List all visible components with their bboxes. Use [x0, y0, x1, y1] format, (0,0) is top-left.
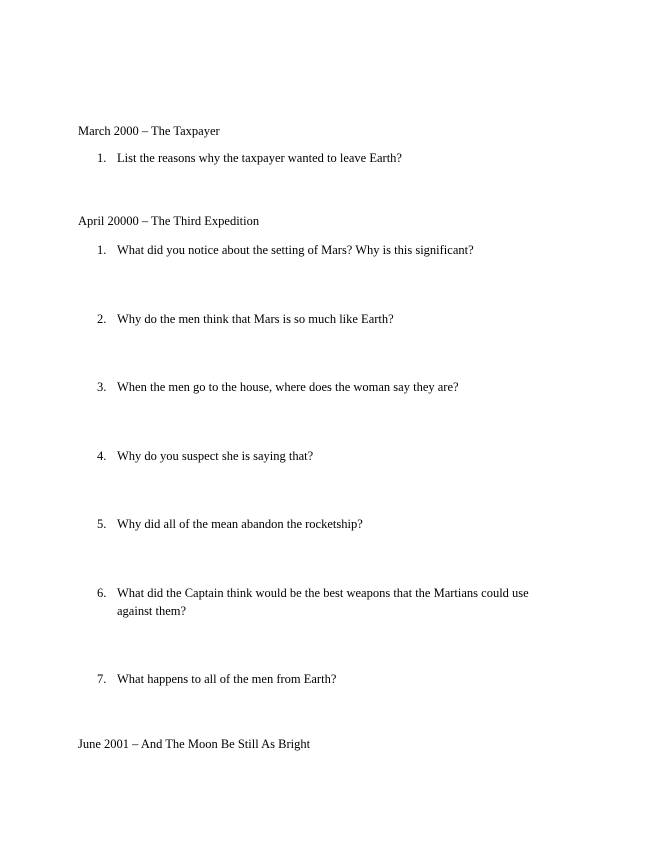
question-item — [97, 447, 567, 465]
question-number: 6. — [97, 586, 107, 600]
question-text: Why did all of the mean abandon the rocketship? — [117, 517, 363, 531]
question-text: What did the Captain think would be the best weapons that the Martians could use against them? — [117, 586, 529, 618]
question-number: 4. — [97, 449, 107, 463]
section-heading-moon-bright: June 2001 – And The Moon Be Still As Bright — [78, 737, 311, 751]
question-text: List the reasons why the taxpayer wanted to leave Earth? — [117, 151, 402, 165]
question-number: 1. — [97, 243, 107, 257]
question-number: 5. — [97, 517, 107, 531]
question-item — [97, 310, 567, 328]
question-number: 2. — [97, 312, 107, 326]
question-text: Why do the men think that Mars is so much like Earth? — [117, 312, 394, 326]
question-item — [97, 149, 567, 167]
section-heading-third-expedition: April 20000 – The Third Expedition — [78, 214, 260, 228]
question-text: When the men go to the house, where does the woman say they are? — [117, 380, 459, 394]
question-item — [97, 378, 567, 396]
question-item — [97, 515, 567, 533]
question-item — [97, 241, 567, 259]
question-item — [97, 584, 567, 620]
question-item — [97, 670, 567, 688]
question-text: Why do you suspect she is saying that? — [117, 449, 314, 463]
question-text: What did you notice about the setting of Mars? Why is this significant? — [117, 243, 474, 257]
question-number: 7. — [97, 672, 107, 686]
question-number: 3. — [97, 380, 107, 394]
question-text: What happens to all of the men from Earth? — [117, 672, 337, 686]
question-number: 1. — [97, 151, 107, 165]
section-heading-taxpayer: March 2000 – The Taxpayer — [78, 124, 220, 138]
